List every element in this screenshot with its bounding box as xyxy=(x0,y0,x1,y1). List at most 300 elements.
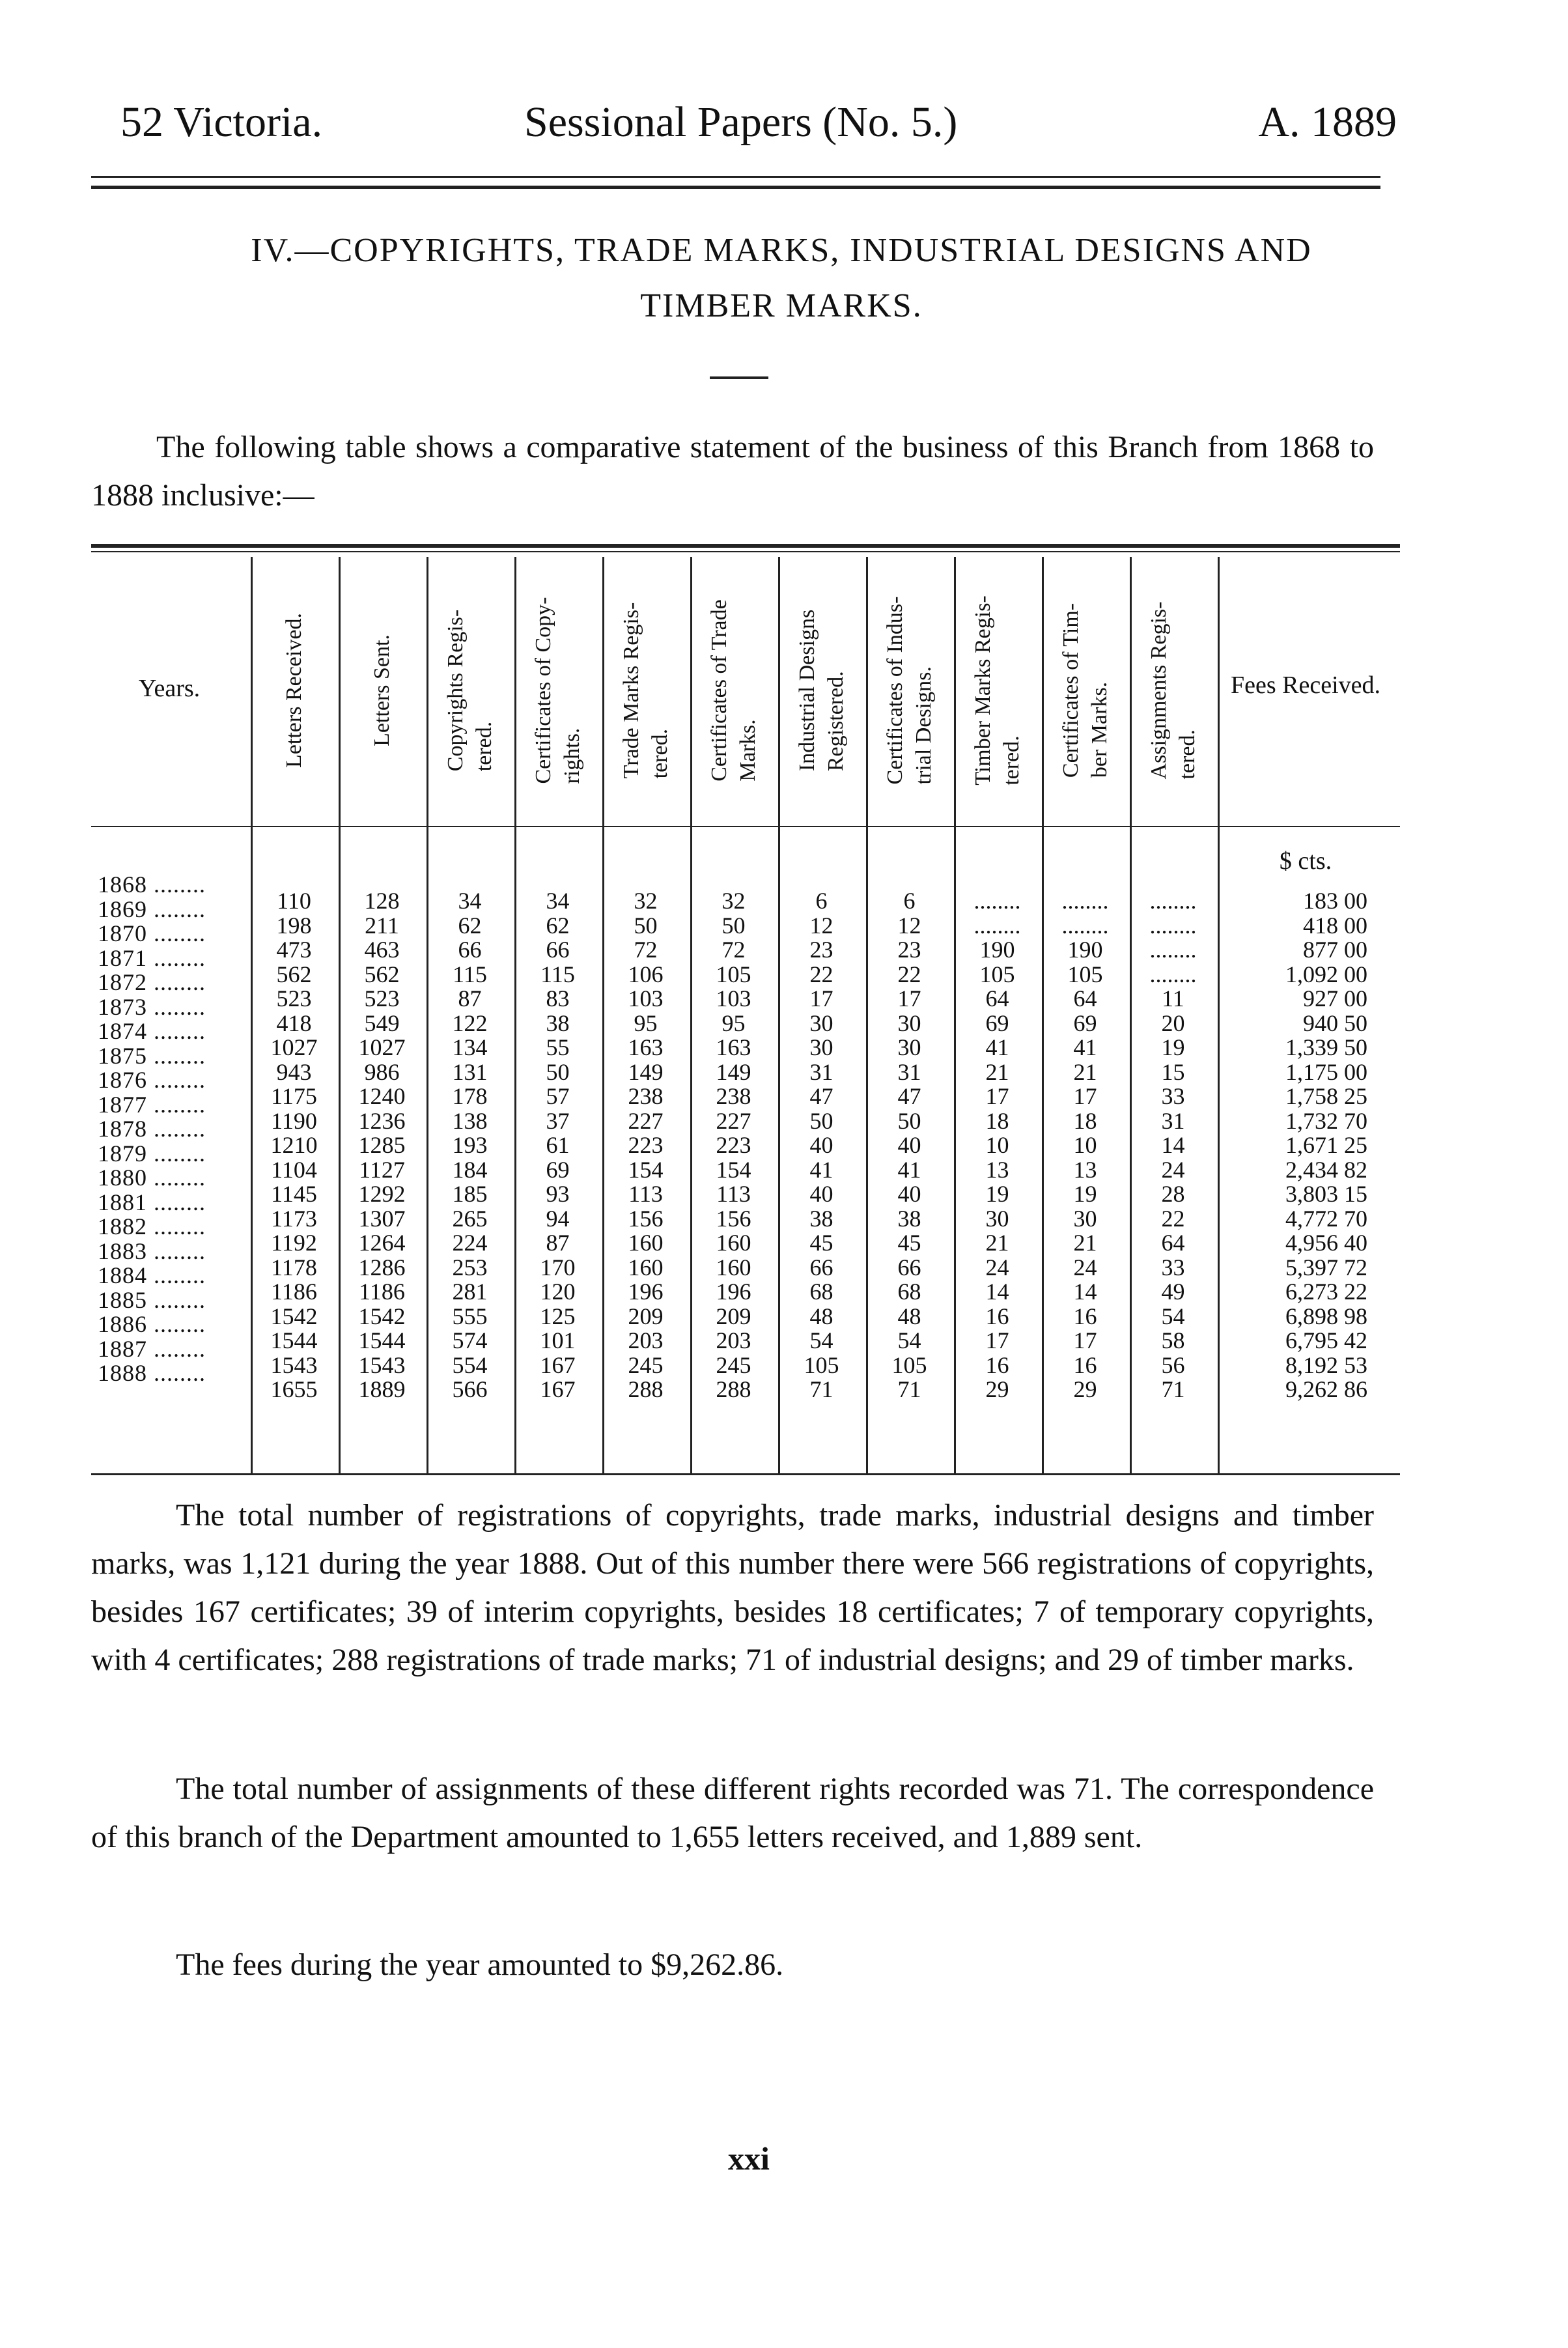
data-column xyxy=(866,889,953,1402)
table-cell: 68 xyxy=(897,1279,921,1305)
table-cell: 14 xyxy=(1161,1132,1185,1158)
table-cell: ........ xyxy=(1061,912,1109,939)
table-cell: 555 xyxy=(452,1303,488,1329)
table-cell: 30 xyxy=(1073,1205,1097,1232)
table-cell: 21 xyxy=(1073,1230,1097,1256)
table-cell: 113 xyxy=(716,1181,751,1207)
table-cell: 167 xyxy=(540,1376,576,1402)
table-cell: 163 xyxy=(716,1034,751,1060)
registrations-paragraph: The total number of registrations of copyrights, trade marks, industrial designs and timber marks, was 1,121 during the year 1888. Out of this number there were 566 registrations of copyrights, besides 167 certificates; 39 of interim copyrights, besides 18 certificates; 7 of temporary copyrights, with 4 certificates; 288 registrations of trade marks; 71 of industrial designs; and 29 of timber marks. xyxy=(91,1498,1374,1677)
table-cell: 245 xyxy=(628,1351,664,1378)
table-cell: 1889 xyxy=(358,1376,406,1402)
column-header-label: Letters Sent. xyxy=(369,634,394,746)
table-cell: 223 xyxy=(628,1132,664,1158)
table-cell: ........ xyxy=(1149,912,1197,939)
fee-cell: 2,434 82 xyxy=(1285,1156,1367,1183)
column-header xyxy=(866,560,953,821)
table-cell: 17 xyxy=(1073,1083,1097,1109)
table-cell: 1145 xyxy=(271,1181,317,1207)
table-cell: 61 xyxy=(546,1132,570,1158)
table-cell: 16 xyxy=(1073,1351,1097,1378)
year-label: 1884 ........ xyxy=(98,1262,206,1288)
table-cell: 134 xyxy=(452,1034,488,1060)
table-cell: 223 xyxy=(716,1132,751,1158)
data-column xyxy=(778,889,865,1402)
table-cell: 245 xyxy=(716,1351,751,1378)
table-cell: 24 xyxy=(1161,1156,1185,1183)
table-cell: ........ xyxy=(1149,961,1197,987)
table-cell: 20 xyxy=(1161,1010,1185,1036)
table-cell: 253 xyxy=(452,1254,488,1280)
table-cell: 14 xyxy=(1073,1279,1097,1305)
table-cell: 37 xyxy=(546,1107,570,1134)
fee-cell: 183 00 xyxy=(1303,888,1367,914)
page-header xyxy=(120,98,1397,156)
header-session: 52 Victoria. xyxy=(120,98,323,146)
column-header-label: Certificates of Tim- ber Marks. xyxy=(1058,602,1112,778)
column-header xyxy=(602,560,689,821)
table-cell: 50 xyxy=(721,912,746,939)
fee-cell: 5,397 72 xyxy=(1285,1254,1367,1280)
column-header-label: Certificates of Indus- trial Designs. xyxy=(882,596,936,785)
table-cell: 115 xyxy=(453,961,487,987)
fee-cell: 1,671 25 xyxy=(1285,1132,1367,1158)
table-cell: 1542 xyxy=(270,1303,318,1329)
table-cell: 170 xyxy=(540,1254,576,1280)
table-cell: 227 xyxy=(716,1107,751,1134)
table-cell: 105 xyxy=(979,961,1015,987)
table-cell: 95 xyxy=(634,1010,658,1036)
table-cell: 12 xyxy=(809,912,833,939)
table-cell: 41 xyxy=(809,1156,833,1183)
table-cell: 55 xyxy=(546,1034,570,1060)
table-cell: 196 xyxy=(716,1279,751,1305)
table-cell: 71 xyxy=(809,1376,833,1402)
table-cell: ........ xyxy=(1149,937,1197,963)
table-cell: 34 xyxy=(546,888,570,914)
table-cell: 288 xyxy=(716,1376,751,1402)
fee-cell: 1,339 50 xyxy=(1285,1034,1367,1060)
column-header-label: Assignments Regis- tered. xyxy=(1146,601,1199,780)
column-header xyxy=(251,560,337,821)
table-cell: 463 xyxy=(364,937,400,963)
table-cell: 14 xyxy=(985,1279,1009,1305)
table-cell: 49 xyxy=(1161,1279,1185,1305)
fee-cell: 4,772 70 xyxy=(1285,1205,1367,1232)
fee-cell: 1,758 25 xyxy=(1285,1083,1367,1109)
table-cell: 10 xyxy=(1073,1132,1097,1158)
table-cell: 1190 xyxy=(271,1107,317,1134)
table-cell: 106 xyxy=(628,961,664,987)
title-divider xyxy=(710,376,768,379)
year-label: 1887 ........ xyxy=(98,1335,206,1362)
table-cell: 149 xyxy=(716,1058,751,1085)
table-cell: 29 xyxy=(1073,1376,1097,1402)
table-cell: 23 xyxy=(809,937,833,963)
table-cell: 288 xyxy=(628,1376,664,1402)
table-cell: 154 xyxy=(628,1156,664,1183)
table-cell: 1104 xyxy=(271,1156,317,1183)
table-cell: 54 xyxy=(1161,1303,1185,1329)
column-header-label: Certificates of Copy- rights. xyxy=(531,597,584,784)
table-cell: 105 xyxy=(1067,961,1103,987)
table-cell: 1292 xyxy=(358,1181,406,1207)
table-cell: 238 xyxy=(716,1083,751,1109)
table-cell: 167 xyxy=(540,1351,576,1378)
fee-cell: 1,175 00 xyxy=(1285,1058,1367,1085)
table-cell: 17 xyxy=(897,985,921,1011)
table-cell: 6 xyxy=(815,888,828,914)
table-cell: 69 xyxy=(546,1156,570,1183)
year-label: 1888 ........ xyxy=(98,1360,206,1386)
fees-header: Fees Received. xyxy=(1230,672,1381,699)
year-label: 1870 ........ xyxy=(98,920,206,946)
intro-paragraph: The following table shows a comparative statement of the business of this Branch from 1868 to 1888 inclusive:— xyxy=(91,430,1374,513)
table-cell: 198 xyxy=(276,912,312,939)
table-cell: 1264 xyxy=(358,1230,406,1256)
table-cell: 1210 xyxy=(270,1132,318,1158)
table-cell: 24 xyxy=(985,1254,1009,1280)
table-cell: 41 xyxy=(1073,1034,1097,1060)
table-cell: 31 xyxy=(897,1058,921,1085)
table-cell: 54 xyxy=(809,1327,833,1353)
table-cell: 69 xyxy=(985,1010,1009,1036)
table-cell: 1544 xyxy=(270,1327,318,1353)
table-cell: 29 xyxy=(985,1376,1009,1402)
table-cell: 33 xyxy=(1161,1083,1185,1109)
year-label: 1872 ........ xyxy=(98,969,206,995)
table-cell: 122 xyxy=(452,1010,488,1036)
table-cell: 30 xyxy=(809,1034,833,1060)
table-cell: 1285 xyxy=(358,1132,406,1158)
table-cell: 101 xyxy=(540,1327,576,1353)
table-cell: 40 xyxy=(809,1132,833,1158)
column-header xyxy=(427,560,513,821)
column-header-label: Certificates of Trade Marks. xyxy=(707,599,760,782)
table-cell: 178 xyxy=(452,1083,488,1109)
table-cell: 22 xyxy=(1161,1205,1185,1232)
table-cell: 1542 xyxy=(358,1303,406,1329)
table-cell: 154 xyxy=(716,1156,751,1183)
year-label: 1877 ........ xyxy=(98,1091,206,1118)
table-cell: 211 xyxy=(365,912,399,939)
table-cell: 943 xyxy=(276,1058,312,1085)
table-cell: 17 xyxy=(809,985,833,1011)
data-column xyxy=(427,889,513,1402)
table-cell: 58 xyxy=(1161,1327,1185,1353)
table-cell: 21 xyxy=(1073,1058,1097,1085)
table-cell: 1186 xyxy=(359,1279,405,1305)
table-top-rule-thin xyxy=(91,551,1400,552)
column-header xyxy=(339,560,425,821)
table-cell: 83 xyxy=(546,985,570,1011)
table-cell: 16 xyxy=(985,1351,1009,1378)
table-cell: 1027 xyxy=(358,1034,406,1060)
table-cell: 19 xyxy=(1161,1034,1185,1060)
table-cell: 1240 xyxy=(358,1083,406,1109)
fee-cell: 6,273 22 xyxy=(1285,1279,1367,1305)
table-cell: 105 xyxy=(891,1351,927,1378)
table-cell: 523 xyxy=(364,985,400,1011)
table-cell: 30 xyxy=(897,1034,921,1060)
header-separator xyxy=(91,826,1400,827)
table-cell: 105 xyxy=(716,961,751,987)
table-cell: 38 xyxy=(546,1010,570,1036)
table-cell: 68 xyxy=(809,1279,833,1305)
data-column xyxy=(1130,889,1216,1402)
table-cell: 190 xyxy=(979,937,1015,963)
table-cell: 160 xyxy=(628,1230,664,1256)
table-cell: 209 xyxy=(716,1303,751,1329)
table-cell: 549 xyxy=(364,1010,400,1036)
data-column xyxy=(1042,889,1128,1402)
table-cell: 13 xyxy=(1073,1156,1097,1183)
table-cell: 160 xyxy=(716,1230,751,1256)
table-bottom-rule xyxy=(91,1473,1400,1475)
data-column xyxy=(339,889,425,1402)
table-cell: 23 xyxy=(897,937,921,963)
section-title-cont: TIMBER MARKS. xyxy=(640,287,923,324)
fees-paragraph: The fees during the year amounted to $9,262.86. xyxy=(176,1947,784,1982)
table-cell: 1127 xyxy=(359,1156,405,1183)
table-cell: 69 xyxy=(1073,1010,1097,1036)
table-cell: 47 xyxy=(809,1083,833,1109)
year-label: 1879 ........ xyxy=(98,1140,206,1167)
table-cell: 1027 xyxy=(270,1034,318,1060)
table-cell: 1192 xyxy=(271,1230,317,1256)
table-cell: 105 xyxy=(804,1351,839,1378)
fee-cell: 6,898 98 xyxy=(1285,1303,1367,1329)
header-rule-thick xyxy=(91,186,1380,189)
years-header: Years. xyxy=(138,675,201,702)
table-cell: 10 xyxy=(985,1132,1009,1158)
table-cell: 50 xyxy=(546,1058,570,1085)
table-cell: 31 xyxy=(1161,1107,1185,1134)
fee-cell: 3,803 15 xyxy=(1285,1181,1367,1207)
table-cell: 113 xyxy=(628,1181,663,1207)
table-cell: 12 xyxy=(897,912,921,939)
table-cell: 66 xyxy=(897,1254,921,1280)
table-cell: 1286 xyxy=(358,1254,406,1280)
table-cell: 45 xyxy=(897,1230,921,1256)
table-cell: 115 xyxy=(540,961,575,987)
table-cell: 17 xyxy=(1073,1327,1097,1353)
table-cell: 48 xyxy=(809,1303,833,1329)
year-label: 1885 ........ xyxy=(98,1286,206,1313)
table-cell: 50 xyxy=(634,912,658,939)
table-cell: 1178 xyxy=(271,1254,317,1280)
table-cell: 40 xyxy=(897,1132,921,1158)
table-cell: 54 xyxy=(897,1327,921,1353)
table-cell: 1655 xyxy=(270,1376,318,1402)
table-cell: 190 xyxy=(1067,937,1103,963)
table-cell: 95 xyxy=(721,1010,746,1036)
table-cell: 110 xyxy=(277,888,311,914)
table-cell: 209 xyxy=(628,1303,664,1329)
header-year: A. 1889 xyxy=(1258,98,1397,146)
column-header xyxy=(954,560,1041,821)
header-rule xyxy=(91,176,1380,178)
table-cell: 38 xyxy=(809,1205,833,1232)
table-cell: 281 xyxy=(452,1279,488,1305)
table-cell: ........ xyxy=(973,912,1021,939)
column-header-label: Timber Marks Regis- tered. xyxy=(970,595,1024,785)
table-cell: 986 xyxy=(364,1058,400,1085)
table-cell: 120 xyxy=(540,1279,576,1305)
table-cell: 30 xyxy=(897,1010,921,1036)
fee-cell: 1,732 70 xyxy=(1285,1107,1367,1134)
table-cell: 125 xyxy=(540,1303,576,1329)
table-cell: 18 xyxy=(985,1107,1009,1134)
table-cell: 203 xyxy=(628,1327,664,1353)
table-cell: 50 xyxy=(809,1107,833,1134)
table-cell: 131 xyxy=(452,1058,488,1085)
table-cell: 24 xyxy=(1073,1254,1097,1280)
year-label: 1871 ........ xyxy=(98,944,206,971)
column-header-label: Letters Received. xyxy=(281,613,306,768)
assignments-paragraph: The total number of assignments of these different rights recorded was 71. The correspondence of this branch of the Department amounted to 1,655 letters received, and 1,889 sent. xyxy=(91,1772,1374,1854)
fee-cell: 9,262 86 xyxy=(1285,1376,1367,1402)
table-cell: 72 xyxy=(721,937,746,963)
table-cell: 16 xyxy=(985,1303,1009,1329)
data-column xyxy=(602,889,689,1402)
table-cell: 56 xyxy=(1161,1351,1185,1378)
table-cell: 64 xyxy=(1161,1230,1185,1256)
table-cell: 103 xyxy=(628,985,664,1011)
data-column xyxy=(251,889,337,1402)
fee-cell: 8,192 53 xyxy=(1285,1351,1367,1378)
table-cell: 1186 xyxy=(271,1279,317,1305)
year-label: 1876 ........ xyxy=(98,1067,206,1093)
table-cell: 160 xyxy=(628,1254,664,1280)
fee-cell: 877 00 xyxy=(1303,937,1367,963)
table-cell: 163 xyxy=(628,1034,664,1060)
year-label: 1873 ........ xyxy=(98,993,206,1020)
table-cell: 6 xyxy=(903,888,916,914)
year-label: 1882 ........ xyxy=(98,1213,206,1239)
table-cell: 103 xyxy=(716,985,751,1011)
table-cell: 31 xyxy=(809,1058,833,1085)
table-cell: 566 xyxy=(452,1376,488,1402)
table-cell: 66 xyxy=(809,1254,833,1280)
table-cell: 94 xyxy=(546,1205,570,1232)
table-cell: 93 xyxy=(546,1181,570,1207)
table-cell: 1173 xyxy=(271,1205,317,1232)
fee-cell: 6,795 42 xyxy=(1285,1327,1367,1353)
table-cell: 48 xyxy=(897,1303,921,1329)
table-cell: 87 xyxy=(546,1230,570,1256)
table-cell: 21 xyxy=(985,1230,1009,1256)
table-cell: 15 xyxy=(1161,1058,1185,1085)
table-cell: 1543 xyxy=(270,1351,318,1378)
table-cell: 64 xyxy=(985,985,1009,1011)
year-label: 1868 ........ xyxy=(98,871,206,898)
data-column xyxy=(954,889,1041,1402)
year-label: 1874 ........ xyxy=(98,1018,206,1044)
year-label: 1878 ........ xyxy=(98,1116,206,1142)
table-cell: 38 xyxy=(897,1205,921,1232)
table-cell: 238 xyxy=(628,1083,664,1109)
years-column xyxy=(98,873,247,1386)
table-cell: 66 xyxy=(546,937,570,963)
table-cell: 62 xyxy=(458,912,482,939)
column-header-label: Industrial Designs Registered. xyxy=(794,609,848,772)
table-cell: 30 xyxy=(809,1010,833,1036)
table-cell: 41 xyxy=(897,1156,921,1183)
table-cell: 1543 xyxy=(358,1351,406,1378)
table-cell: 149 xyxy=(628,1058,664,1085)
table-cell: 574 xyxy=(452,1327,488,1353)
table-cell: 185 xyxy=(452,1181,488,1207)
year-label: 1883 ........ xyxy=(98,1238,206,1264)
table-cell: 418 xyxy=(276,1010,312,1036)
fee-cell: 927 00 xyxy=(1303,985,1367,1011)
table-cell: 71 xyxy=(897,1376,921,1402)
year-label: 1881 ........ xyxy=(98,1189,206,1215)
column-header-label: Copyrights Regis- tered. xyxy=(443,609,496,772)
column-header xyxy=(690,560,777,821)
table-cell: 1544 xyxy=(358,1327,406,1353)
table-cell: ........ xyxy=(1061,888,1109,914)
table-cell: 184 xyxy=(452,1156,488,1183)
table-cell: 50 xyxy=(897,1107,921,1134)
data-column xyxy=(514,889,601,1402)
table-cell: 21 xyxy=(985,1058,1009,1085)
table-cell: 19 xyxy=(985,1181,1009,1207)
table-cell: 34 xyxy=(458,888,482,914)
table-cell: 71 xyxy=(1161,1376,1185,1402)
table-cell: 28 xyxy=(1161,1181,1185,1207)
fee-cell: 418 00 xyxy=(1303,912,1367,939)
column-header xyxy=(1130,560,1216,821)
table-cell: 32 xyxy=(634,888,658,914)
year-label: 1869 ........ xyxy=(98,896,206,922)
table-cell: 17 xyxy=(985,1083,1009,1109)
table-cell: 562 xyxy=(364,961,400,987)
table-cell: 22 xyxy=(809,961,833,987)
table-cell: 1307 xyxy=(358,1205,406,1232)
table-cell: 1236 xyxy=(358,1107,406,1134)
table-cell: 30 xyxy=(985,1205,1009,1232)
table-cell: 1175 xyxy=(271,1083,317,1109)
table-cell: 160 xyxy=(716,1254,751,1280)
fee-cell: 940 50 xyxy=(1303,1010,1367,1036)
table-cell: 554 xyxy=(452,1351,488,1378)
table-cell: 196 xyxy=(628,1279,664,1305)
table-cell: 57 xyxy=(546,1083,570,1109)
table-cell: ........ xyxy=(973,888,1021,914)
table-cell: 11 xyxy=(1162,985,1184,1011)
table-cell: 562 xyxy=(276,961,312,987)
table-cell: 265 xyxy=(452,1205,488,1232)
table-cell: 64 xyxy=(1073,985,1097,1011)
table-cell: 16 xyxy=(1073,1303,1097,1329)
table-cell: 17 xyxy=(985,1327,1009,1353)
table-cell: 203 xyxy=(716,1327,751,1353)
table-cell: 40 xyxy=(809,1181,833,1207)
fee-cell: 1,092 00 xyxy=(1285,961,1367,987)
table-cell: 227 xyxy=(628,1107,664,1134)
column-header-label: Trade Marks Regis- tered. xyxy=(619,602,672,779)
table-cell: 138 xyxy=(452,1107,488,1134)
table-cell: 18 xyxy=(1073,1107,1097,1134)
fees-unit: $ cts. xyxy=(1279,847,1332,875)
table-cell: 22 xyxy=(897,961,921,987)
table-cell: 523 xyxy=(276,985,312,1011)
table-cell: 19 xyxy=(1073,1181,1097,1207)
table-cell: 41 xyxy=(985,1034,1009,1060)
column-header xyxy=(514,560,601,821)
